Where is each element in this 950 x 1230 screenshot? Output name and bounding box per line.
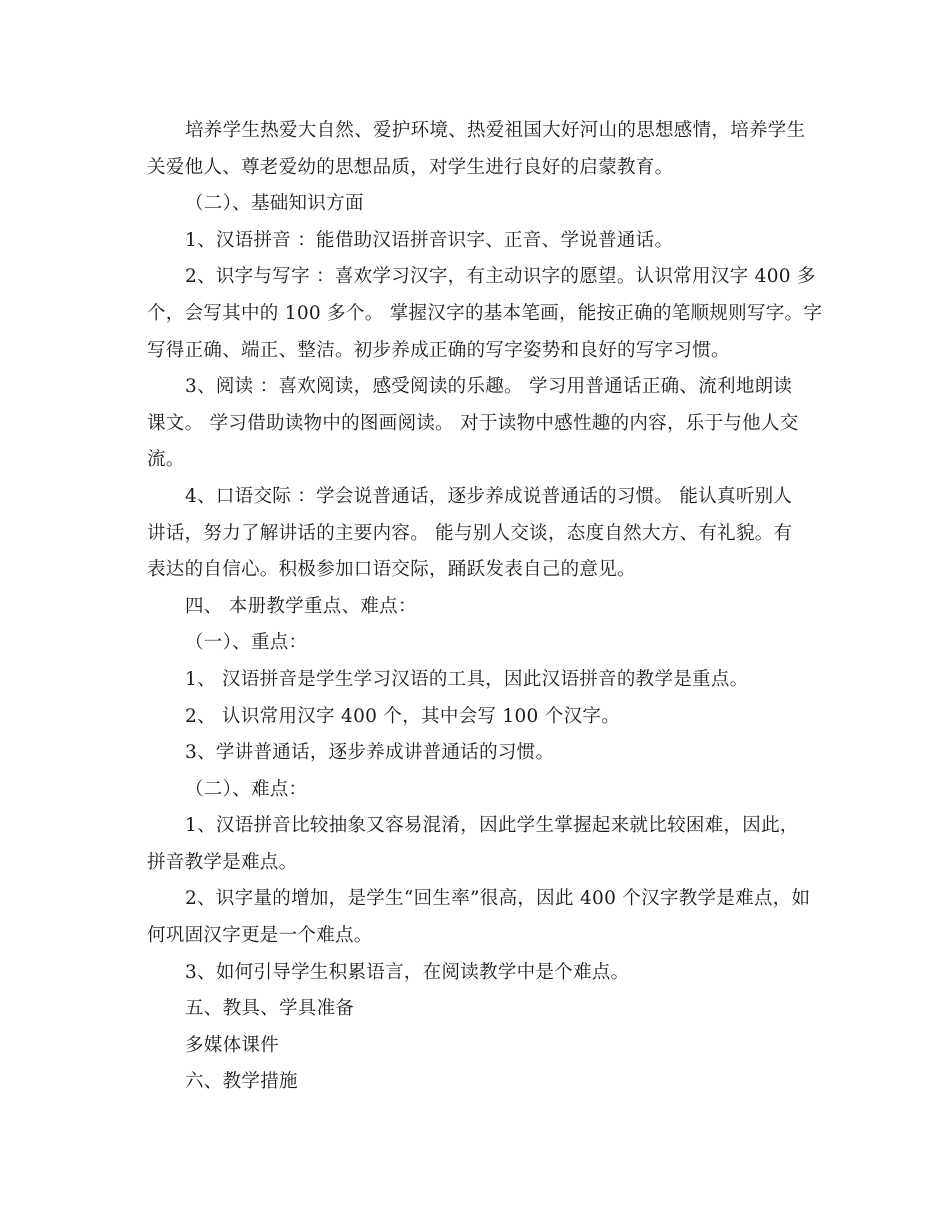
text-line: 写得正确、端正、整洁。初步养成正确的写字姿势和良好的写字习惯。 <box>147 339 730 361</box>
text-line: （一）、重点： <box>185 632 308 654</box>
paragraph <box>147 589 812 626</box>
text-line: 1、 汉语拼音是学生学习汉语的工具，因此汉语拼音的教学是重点。 <box>185 668 749 690</box>
text-line: 课文。 学习借助读物中的图画阅读。 对于读物中感性趣的内容，乐于与他人交 <box>147 412 799 434</box>
paragraph <box>147 625 812 662</box>
paragraph <box>147 772 812 809</box>
text-line: 五、教具、学具准备 <box>185 998 355 1020</box>
text-line: （二）、基础知识方面 <box>185 193 364 215</box>
text-line: 表达的自信心。积极参加口语交际，踊跃发表自己的意见。 <box>147 559 636 581</box>
text-line: 3、阅读 ：喜欢阅读，感受阅读的乐趣。 学习用普通话正确、流利地朗读 <box>185 376 793 398</box>
paragraph <box>147 955 812 992</box>
text-line: 1、汉语拼音 ：能借助汉语拼音识字、正音、学说普通话。 <box>185 229 674 251</box>
paragraph <box>147 699 812 736</box>
paragraph <box>147 881 812 954</box>
text-line: 3、如何引导学生积累语言，在阅读教学中是个难点。 <box>185 961 630 983</box>
text-line: 1、汉语拼音比较抽象又容易混淆，因此学生掌握起来就比较困难，因此， <box>185 815 799 837</box>
paragraph <box>147 1064 812 1101</box>
text-line: 六、教学措施 <box>185 1071 298 1093</box>
text-line: 2、 认识常用汉字 400 个，其中会写 100 个汉字。 <box>185 705 620 727</box>
paragraph <box>147 1028 812 1065</box>
text-line: 2、识字量的增加，是学生“回生率”很高，因此 400 个汉字教学是难点，如 <box>185 888 811 910</box>
text-line: 关爱他人、尊老爱幼的思想品质，对学生进行良好的启蒙教育。 <box>147 156 674 178</box>
paragraph <box>147 808 812 881</box>
text-line: 3、学讲普通话，逐步养成讲普通话的习惯。 <box>185 742 555 764</box>
document-body <box>147 113 823 1101</box>
paragraph <box>147 223 812 260</box>
text-line: 何巩固汉字更是一个难点。 <box>147 925 373 947</box>
paragraph <box>147 113 812 186</box>
text-line: 个，会写其中的 100 多个。 掌握汉字的基本笔画，能按正确的笔顺规则写字。字 <box>147 302 823 324</box>
paragraph <box>147 735 812 772</box>
paragraph <box>147 991 812 1028</box>
paragraph <box>147 186 812 223</box>
text-line: 4、口语交际 ：学会说普通话，逐步养成说普通话的习惯。 能认真听别人 <box>185 485 793 507</box>
paragraph <box>147 369 812 479</box>
paragraph <box>147 662 812 699</box>
text-line: （二）、难点： <box>185 778 308 800</box>
text-line: 拼音教学是难点。 <box>147 851 298 873</box>
paragraph <box>147 259 823 369</box>
text-line: 2、识字与写字 ：喜欢学习汉字，有主动识字的愿望。认识常用汉字 400 多 <box>185 266 816 288</box>
text-line: 讲话，努力了解讲话的主要内容。 能与别人交谈，态度自然大方、有礼貌。有 <box>147 522 793 544</box>
text-line: 多媒体课件 <box>185 1034 280 1056</box>
paragraph <box>147 479 812 589</box>
text-line: 流。 <box>147 449 185 471</box>
text-line: 培养学生热爱大自然、爱护环境、热爱祖国大好河山的思想感情，培养学生 <box>185 120 806 141</box>
text-line: 四、 本册教学重点、难点： <box>185 595 417 617</box>
